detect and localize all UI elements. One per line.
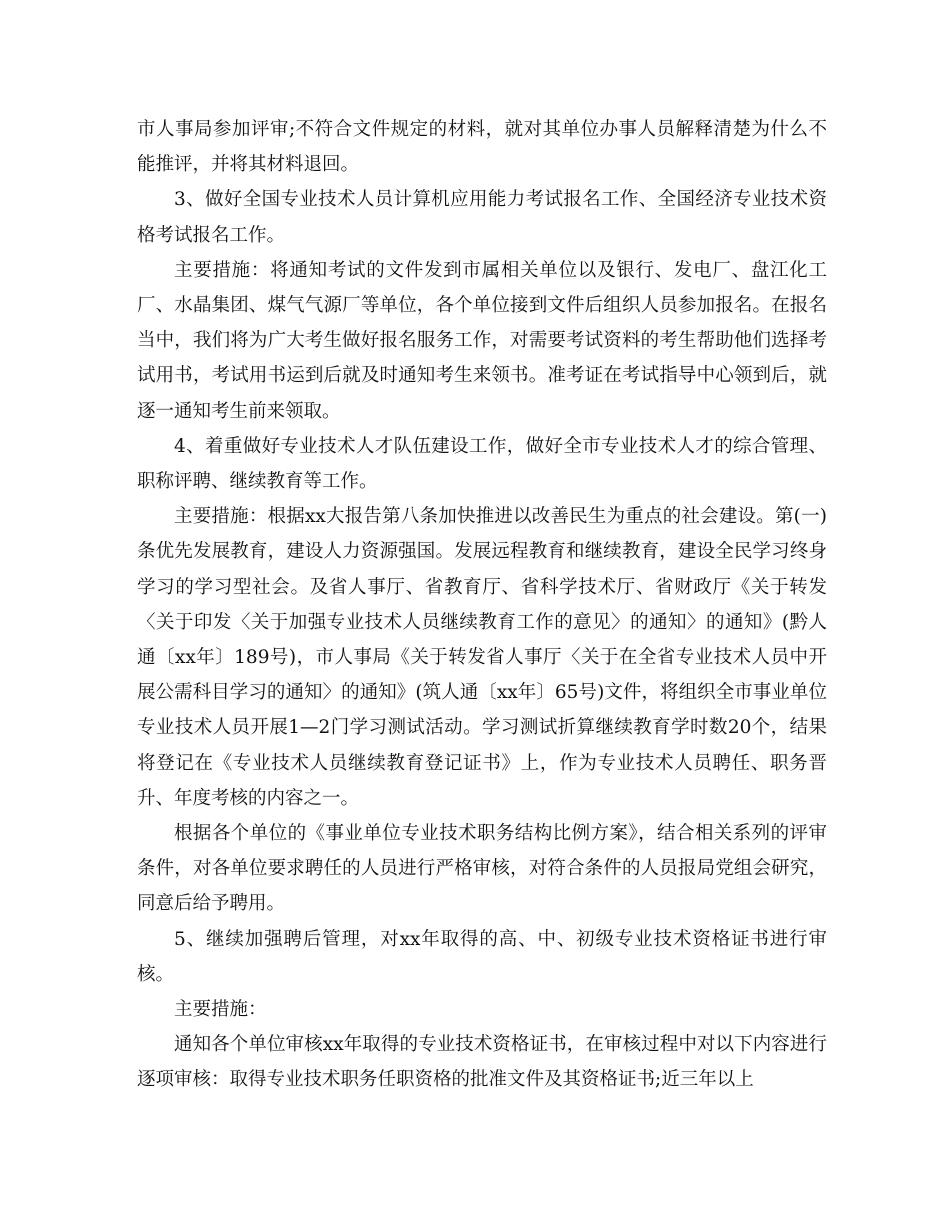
paragraph-5: 主要措施：根据xx大报告第八条加快推进以改善民生为重点的社会建设。第(一)条优先发展教育，建设人力资源强国。发展远程教育和继续教育，建设全民学习终身学习的学习型社会。及省人事厅、省教育厅、省科学技术厅、省财政厅《关于转发〈关于印发〈关于加强专业技术人员继续教育工作的意见〉的通知〉的通知》(黔人通〔xx年〕189号)，市人事局《关于转发省人事厅〈关于在全省专业技术人员中开展公需科目学习的通知〉的通知》(筑人通〔xx年〕65号)文件，将组织全市事业单位专业技术人员开展1—2门学习测试活动。学习测试折算继续教育学时数20个，结果将登记在《专业技术人员继续教育登记证书》上，作为专业技术人员聘任、职务晋升、年度考核的内容之一。 (137, 506, 827, 809)
paragraph-6: 根据各个单位的《事业单位专业技术职务结构比例方案》，结合相关系列的评审条件，对各单位要求聘任的人员进行严格审核，对符合条件的人员报局党组会研究，同意后给予聘用。 (137, 823, 827, 915)
document-body (137, 112, 827, 1098)
paragraph-3: 主要措施：将通知考试的文件发到市属相关单位以及银行、发电厂、盘江化工厂、水晶集团、煤气气源厂等单位，各个单位接到文件后组织人员参加报名。在报名当中，我们将为广大考生做好报名服务工作，对需要考试资料的考生帮助他们选择考试用书，考试用书运到后就及时通知考生来领书。准考证在考试指导中心领到后，就逐一通知考生前来领取。 (137, 259, 827, 422)
paragraph-9: 通知各个单位审核xx年取得的专业技术资格证书，在审核过程中对以下内容进行逐项审核：取得专业技术职务任职资格的批准文件及其资格证书;近三年以上 (137, 1034, 827, 1091)
paragraph-1: 市人事局参加评审;不符合文件规定的材料，就对其单位办事人员解释清楚为什么不能推评，并将其材料退回。 (137, 119, 827, 176)
paragraph-8: 主要措施： (174, 999, 267, 1021)
paragraph-7: 5、继续加强聘后管理，对xx年取得的高、中、初级专业技术资格证书进行审核。 (137, 928, 827, 985)
paragraph-4: 4、着重做好专业技术人才队伍建设工作，做好全市专业技术人才的综合管理、职称评聘、继续教育等工作。 (137, 435, 827, 493)
paragraph-2: 3、做好全国专业技术人员计算机应用能力考试报名工作、全国经济专业技术资格考试报名工作。 (137, 189, 827, 246)
